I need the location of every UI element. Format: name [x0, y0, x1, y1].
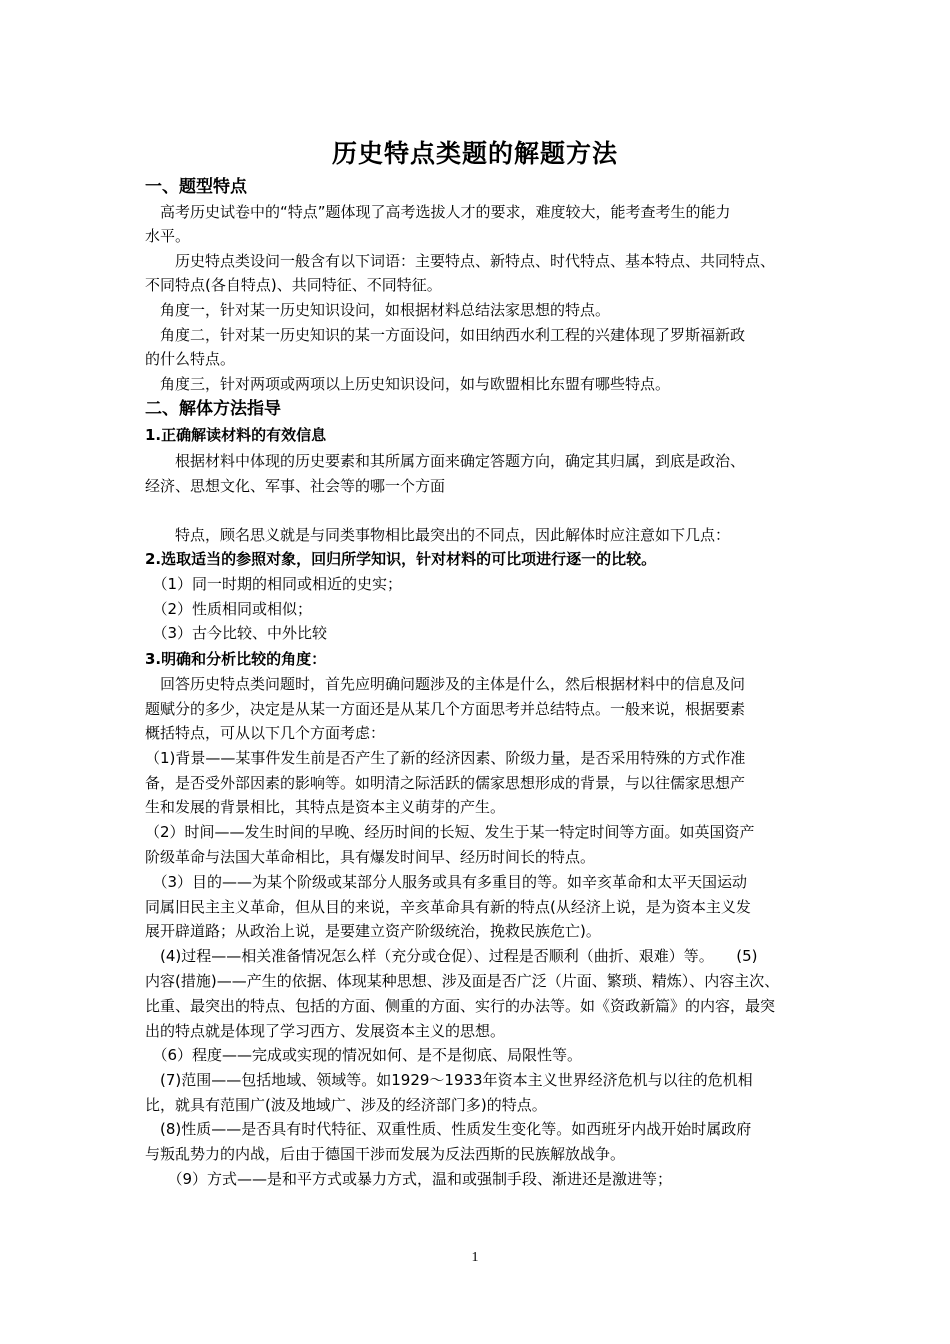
page-title: 历史特点类题的解题方法 — [331, 139, 618, 168]
paragraph-line: 同属旧民主主义革命，但从目的来说，辛亥革命具有新的特点(从经济上说，是为资本主义发 — [145, 898, 751, 916]
list-item: （2）性质相同或相似； — [145, 600, 313, 618]
paragraph-line: （6）程度——完成或实现的情况如何、是不是彻底、局限性等。 — [145, 1046, 583, 1064]
paragraph-line: 展开辟道路；从政治上说，是要建立资产阶级统治，挽救民族危亡)。 — [145, 922, 601, 940]
list-item: （1）同一时期的相同或相近的史实； — [145, 575, 403, 593]
paragraph-line: 出的特点就是体现了学习西方、发展资本主义的思想。 — [145, 1022, 506, 1040]
paragraph-line: (4)过程——相关准备情况怎么样（充分或仓促）、过程是否顺利（曲折、艰难）等。 (5) — [145, 947, 758, 965]
list-item: （3）古今比较、中外比较 — [145, 624, 328, 642]
paragraph-line: 生和发展的背景相比，其特点是资本主义萌芽的产生。 — [145, 798, 506, 816]
paragraph-line: 角度三，针对两项或两项以上历史知识设问，如与欧盟相比东盟有哪些特点。 — [145, 375, 671, 393]
paragraph-line: 经济、思想文化、军事、社会等的哪一个方面 — [145, 477, 446, 495]
paragraph-line: 角度二，针对某一历史知识的某一方面设问，如田纳西水利工程的兴建体现了罗斯福新政 — [145, 326, 746, 344]
paragraph-line: 与叛乱势力的内战，后由于德国干涉而发展为反法西斯的民族解放战争。 — [145, 1145, 626, 1163]
paragraph-line: （1)背景——某事件发生前是否产生了新的经济因素、阶级力量，是否采用特殊的方式作准 — [145, 749, 746, 767]
paragraph-line: 回答历史特点类问题时，首先应明确问题涉及的主体是什么，然后根据材料中的信息及问 — [145, 675, 746, 693]
paragraph-line: 比重、最突出的特点、包括的方面、侧重的方面、实行的办法等。如《资政新篇》的内容，最突 — [145, 997, 776, 1015]
paragraph-line: 比，就具有范围广(波及地域广、涉及的经济部门多)的特点。 — [145, 1096, 547, 1114]
page-number: 1 — [471, 1250, 479, 1265]
paragraph-line: （3）目的——为某个阶级或某部分人服务或具有多重目的等。如辛亥革命和太平天国运动 — [145, 873, 748, 891]
paragraph-line: (8)性质——是否具有时代特征、双重性质、性质发生变化等。如西班牙内战开始时属政府 — [145, 1120, 752, 1138]
paragraph-line: 题赋分的多少，决定是从某一方面还是从某几个方面思考并总结特点。一般来说，根据要素 — [145, 700, 746, 718]
paragraph-line: 特点，顾名思义就是与同类事物相比最突出的不同点，因此解体时应注意如下几点： — [145, 526, 731, 544]
section-heading-1: 一、题型特点 — [145, 177, 247, 197]
paragraph-line: 历史特点类设问一般含有以下词语：主要特点、新特点、时代特点、基本特点、共同特点、 — [145, 252, 776, 270]
subheading-3: 3.明确和分析比较的角度： — [145, 650, 327, 668]
paragraph-line: 备，是否受外部因素的影响等。如明清之际活跃的儒家思想形成的背景，与以往儒家思想产 — [145, 774, 746, 792]
paragraph-line: (7)范围——包括地域、领域等。如1929～1933年资本主义世界经济危机与以往的危机相 — [145, 1071, 753, 1089]
paragraph-line: 角度一，针对某一历史知识设问，如根据材料总结法家思想的特点。 — [145, 301, 611, 319]
paragraph-line: 的什么特点。 — [145, 350, 236, 368]
paragraph-line: 阶级革命与法国大革命相比，具有爆发时间早、经历时间长的特点。 — [145, 848, 596, 866]
section-heading-2: 二、解体方法指导 — [145, 399, 281, 419]
paragraph-line: （2）时间——发生时间的早晚、经历时间的长短、发生于某一特定时间等方面。如英国资产 — [145, 823, 755, 841]
paragraph-line: 水平。 — [145, 227, 191, 245]
paragraph-line: 不同特点(各自特点)、共同特征、不同特征。 — [145, 276, 442, 294]
subheading-1: 1.正确解读材料的有效信息 — [145, 426, 327, 444]
subheading-2: 2.选取适当的参照对象，回归所学知识，针对材料的可比项进行逐一的比较。 — [145, 550, 657, 568]
paragraph-line: 高考历史试卷中的“特点”题体现了高考选拔人才的要求，难度较大，能考查考生的能力 — [145, 203, 731, 221]
paragraph-line: 根据材料中体现的历史要素和其所属方面来确定答题方向，确定其归属，到底是政治、 — [145, 452, 746, 470]
paragraph-line: （9）方式——是和平方式或暴力方式，温和或强制手段、渐进还是激进等； — [145, 1170, 673, 1188]
paragraph-line: 概括特点，可从以下几个方面考虑： — [145, 724, 386, 742]
paragraph-line: 内容(措施)——产生的依据、体现某种思想、涉及面是否广泛（片面、繁琐、精炼）、内容主次、 — [145, 972, 780, 990]
